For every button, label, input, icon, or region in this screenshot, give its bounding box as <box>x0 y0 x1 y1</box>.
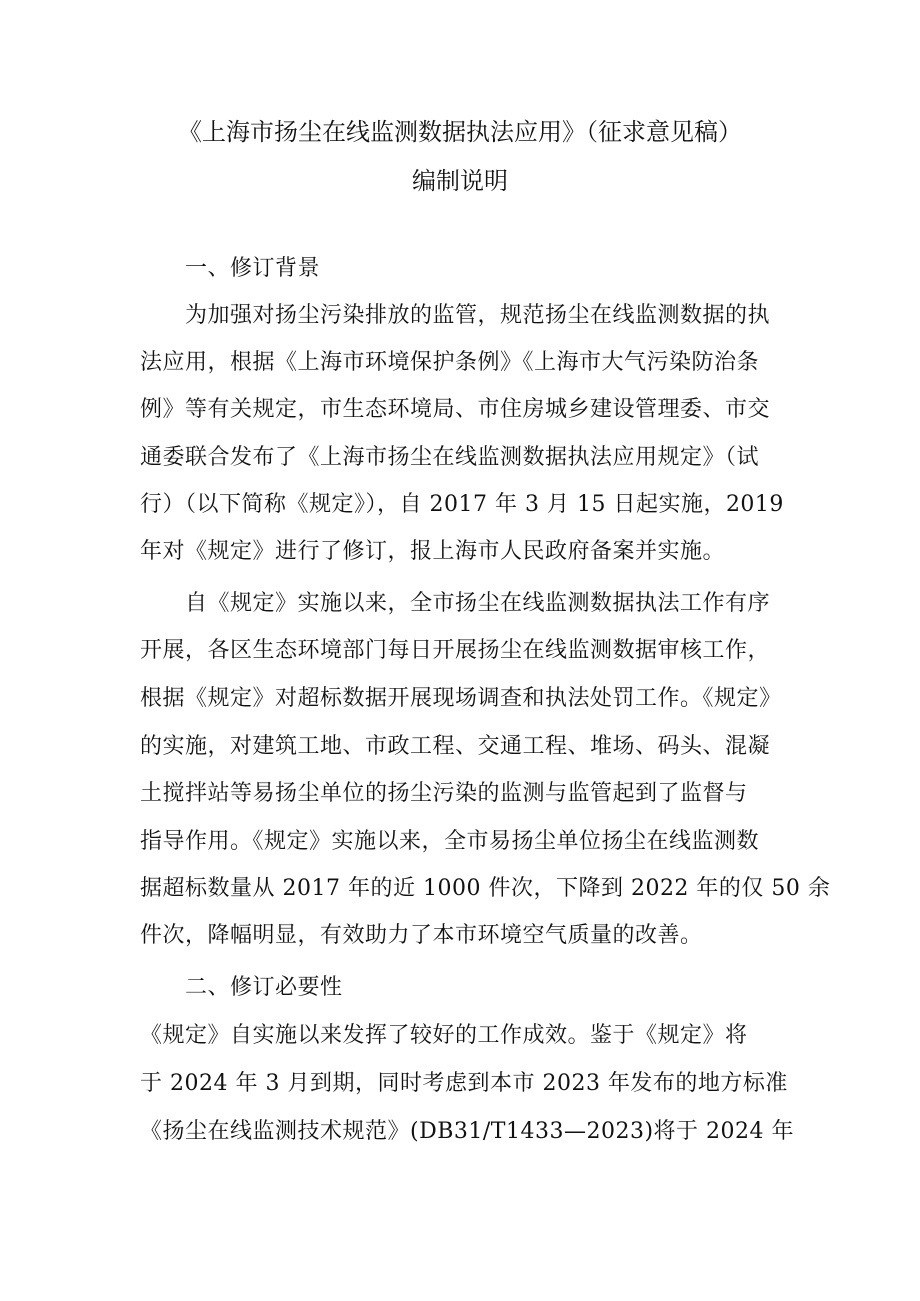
paragraph-1-line-1: 为加强对扬尘污染排放的监管，规范扬尘在线监测数据的执 <box>185 303 771 328</box>
paragraph-1-line-6: 年对《规定》进行了修订，报上海市人民政府备案并实施。 <box>140 539 726 564</box>
paragraph-1-line-5: 行）（以下简称《规定》），自 2017 年 3 月 15 日起实施，2019 <box>140 492 784 517</box>
paragraph-2-line-2: 开展，各区生态环境部门每日开展扬尘在线监测数据审核工作， <box>140 638 771 663</box>
paragraph-1-line-3: 例》等有关规定，市生态环境局、市住房城乡建设管理委、市交 <box>140 397 771 422</box>
paragraph-2-line-3: 根据《规定》对超标数据开展现场调查和执法处罚工作。《规定》 <box>140 686 782 711</box>
document-title-line-2: 编制说明 <box>412 167 508 195</box>
section-2-heading: 二、修订必要性 <box>185 975 343 1000</box>
paragraph-2-line-8: 件次，降幅明显，有效助力了本市环境空气质量的改善。 <box>140 923 703 948</box>
paragraph-2-line-4: 的实施，对建筑工地、市政工程、交通工程、堆场、码头、混凝 <box>140 734 771 759</box>
paragraph-2-line-7: 据超标数量从 2017 年的近 1000 件次，下降到 2022 年的仅 50 余 <box>140 876 831 901</box>
paragraph-2-line-5: 土搅拌站等易扬尘单位的扬尘污染的监测与监管起到了监督与 <box>140 781 748 806</box>
paragraph-1-line-4: 通委联合发布了《上海市扬尘在线监测数据执法应用规定》（试 <box>140 445 760 470</box>
document-title-line-1: 《上海市扬尘在线监测数据执法应用》（征求意见稿） <box>178 118 742 146</box>
paragraph-2-line-1: 自《规定》实施以来，全市扬尘在线监测数据执法工作有序 <box>185 591 771 616</box>
paragraph-3-line-3: 《扬尘在线监测技术规范》(DB31/T1433—2023)将于 2024 年 <box>140 1119 795 1144</box>
paragraph-2-line-6: 指导作用。《规定》实施以来，全市易扬尘单位扬尘在线监测数 <box>140 829 760 854</box>
paragraph-3-line-2: 于 2024 年 3 月到期，同时考虑到本市 2023 年发布的地方标准 <box>140 1071 788 1096</box>
paragraph-3-line-1: 《规定》自实施以来发挥了较好的工作成效。鉴于《规定》将 <box>140 1023 748 1048</box>
section-1-heading: 一、修订背景 <box>185 256 321 281</box>
paragraph-1-line-2: 法应用，根据《上海市环境保护条例》《上海市大气污染防治条 <box>140 350 760 375</box>
